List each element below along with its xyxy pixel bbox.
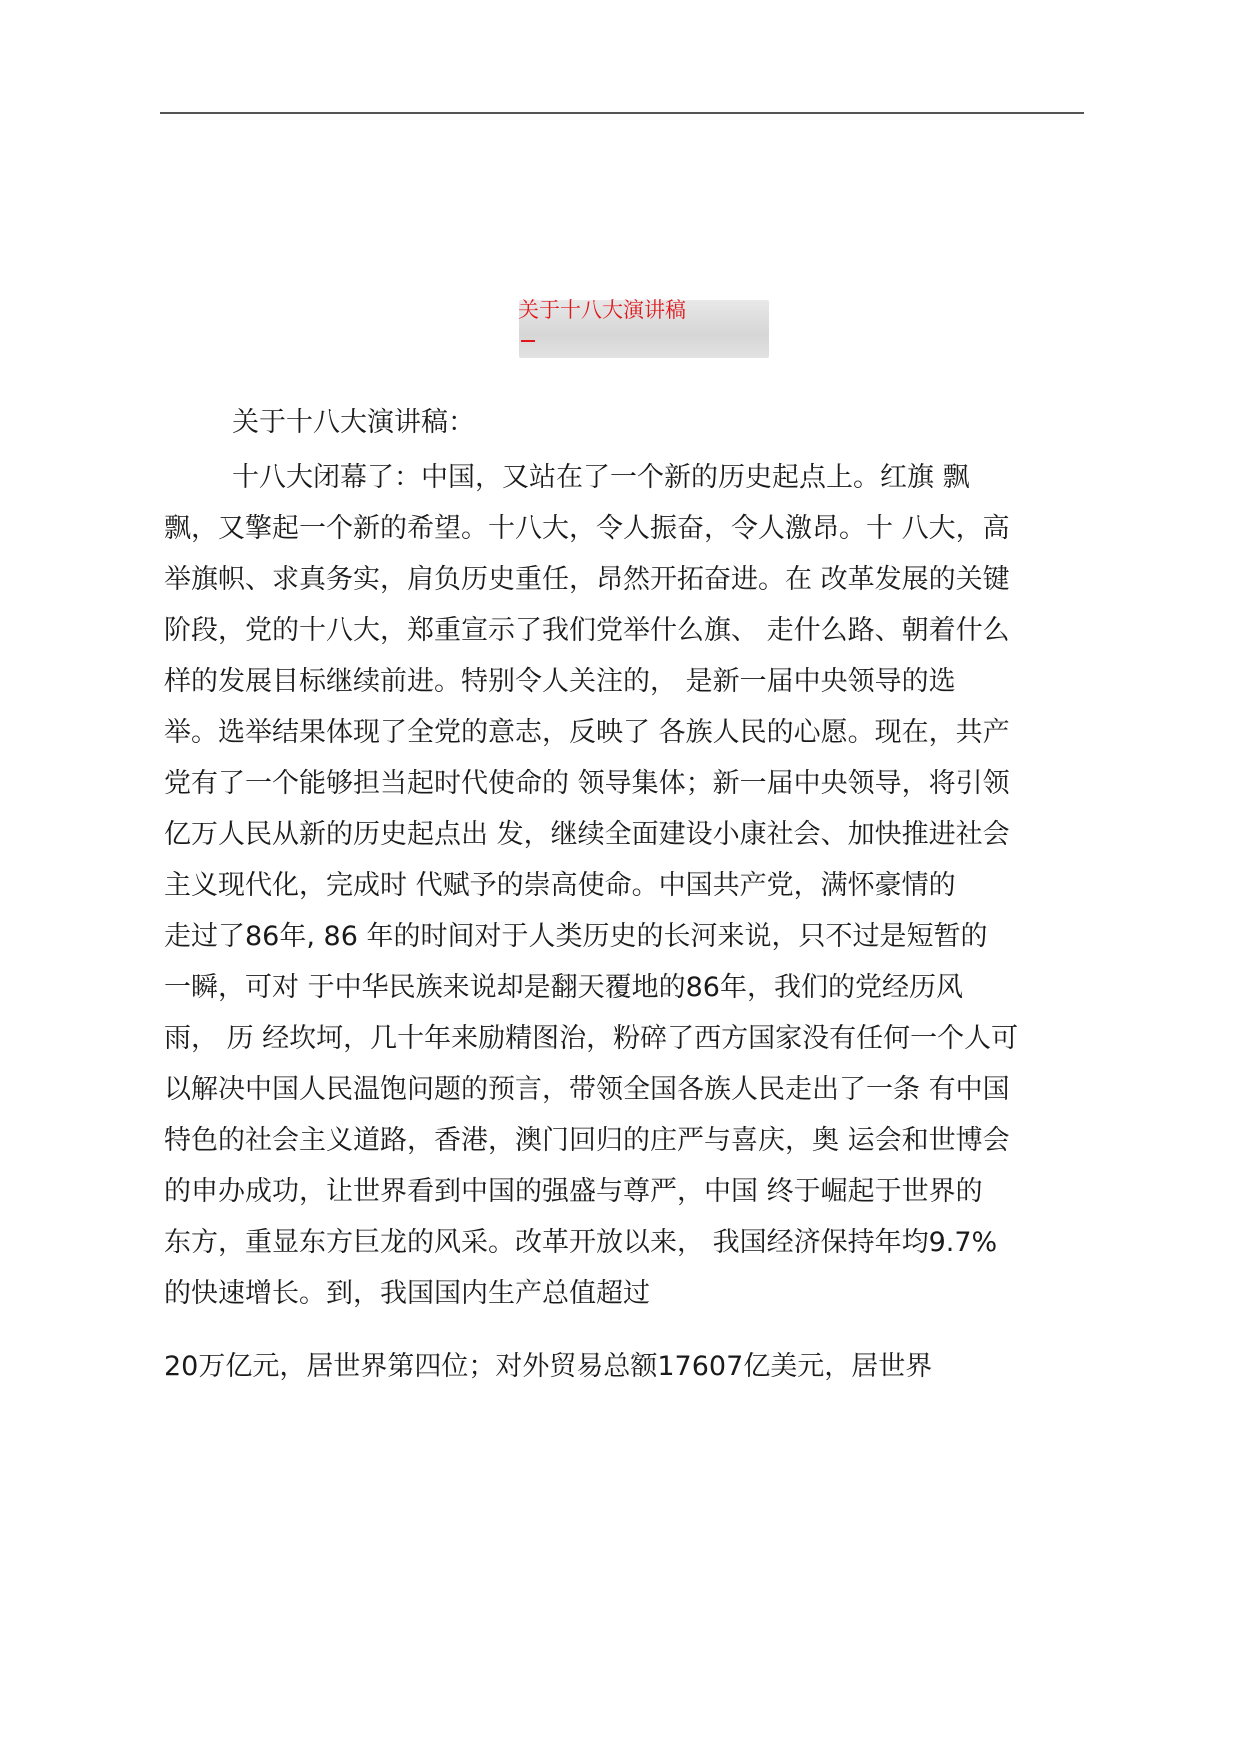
body-line: 飘，又擎起一个新的希望。十八大，令人振奋，令人激昂。十 八大，高 [164, 513, 1010, 544]
body-line: 一瞬，可对 于中华民族来说却是翻天覆地的86年，我们的党经历风 [164, 972, 963, 1003]
body-line: 亿万人民从新的历史起点出 发，继续全面建设小康社会、加快推进社会 [164, 819, 1010, 850]
body-line: 以解决中国人民温饱问题的预言，带领全国各族人民走出了一条 有中国 [164, 1074, 1010, 1105]
body-line: 特色的社会主义道路，香港，澳门回归的庄严与喜庆，奥 运会和世博会 [164, 1125, 1010, 1156]
body-line: 阶段，党的十八大，郑重宣示了我们党举什么旗、 走什么路、朝着什么 [164, 615, 1010, 646]
body-line: 的快速增长。到，我国国内生产总值超过 [164, 1278, 650, 1309]
body-line: 东方，重显东方巨龙的风采。改革开放以来， 我国经济保持年均9.7% [164, 1227, 998, 1258]
body-line: 举旗帜、求真务实，肩负历史重任，昂然开拓奋进。在 改革发展的关键 [164, 564, 1010, 595]
header-title: 关于十八大演讲稿 [518, 298, 686, 322]
body-line: 主义现代化，完成时 代赋予的崇高使命。中国共产党，满怀豪情的 [164, 870, 956, 901]
header-underline-mark [521, 340, 535, 342]
body-line: 的申办成功，让世界看到中国的强盛与尊严，中国 终于崛起于世界的 [164, 1176, 983, 1207]
body-line: 雨， 历 经坎坷，几十年来励精图治，粉碎了西方国家没有任何一个人可 [164, 1023, 1019, 1054]
body-paragraph [164, 452, 1094, 1392]
body-line: 样的发展目标继续前进。特别令人关注的， 是新一届中央领导的选 [164, 666, 956, 697]
body-line: 十八大闭幕了：中国，又站在了一个新的历史起点上。红旗 飘 [232, 462, 970, 493]
body-line: 举。选举结果体现了全党的意志，反映了 各族人民的心愿。现在，共产 [164, 717, 1010, 748]
body-line: 党有了一个能够担当起时代使命的 领导集体；新一届中央领导，将引领 [164, 768, 1010, 799]
document-heading: 关于十八大演讲稿： [232, 407, 475, 438]
header-rule [160, 112, 1084, 114]
body-line: 走过了86年, 86 年的时间对于人类历史的长河来说，只不过是短暂的 [164, 921, 988, 952]
body-line: 20万亿元，居世界第四位；对外贸易总额17607亿美元，居世界 [164, 1351, 933, 1382]
